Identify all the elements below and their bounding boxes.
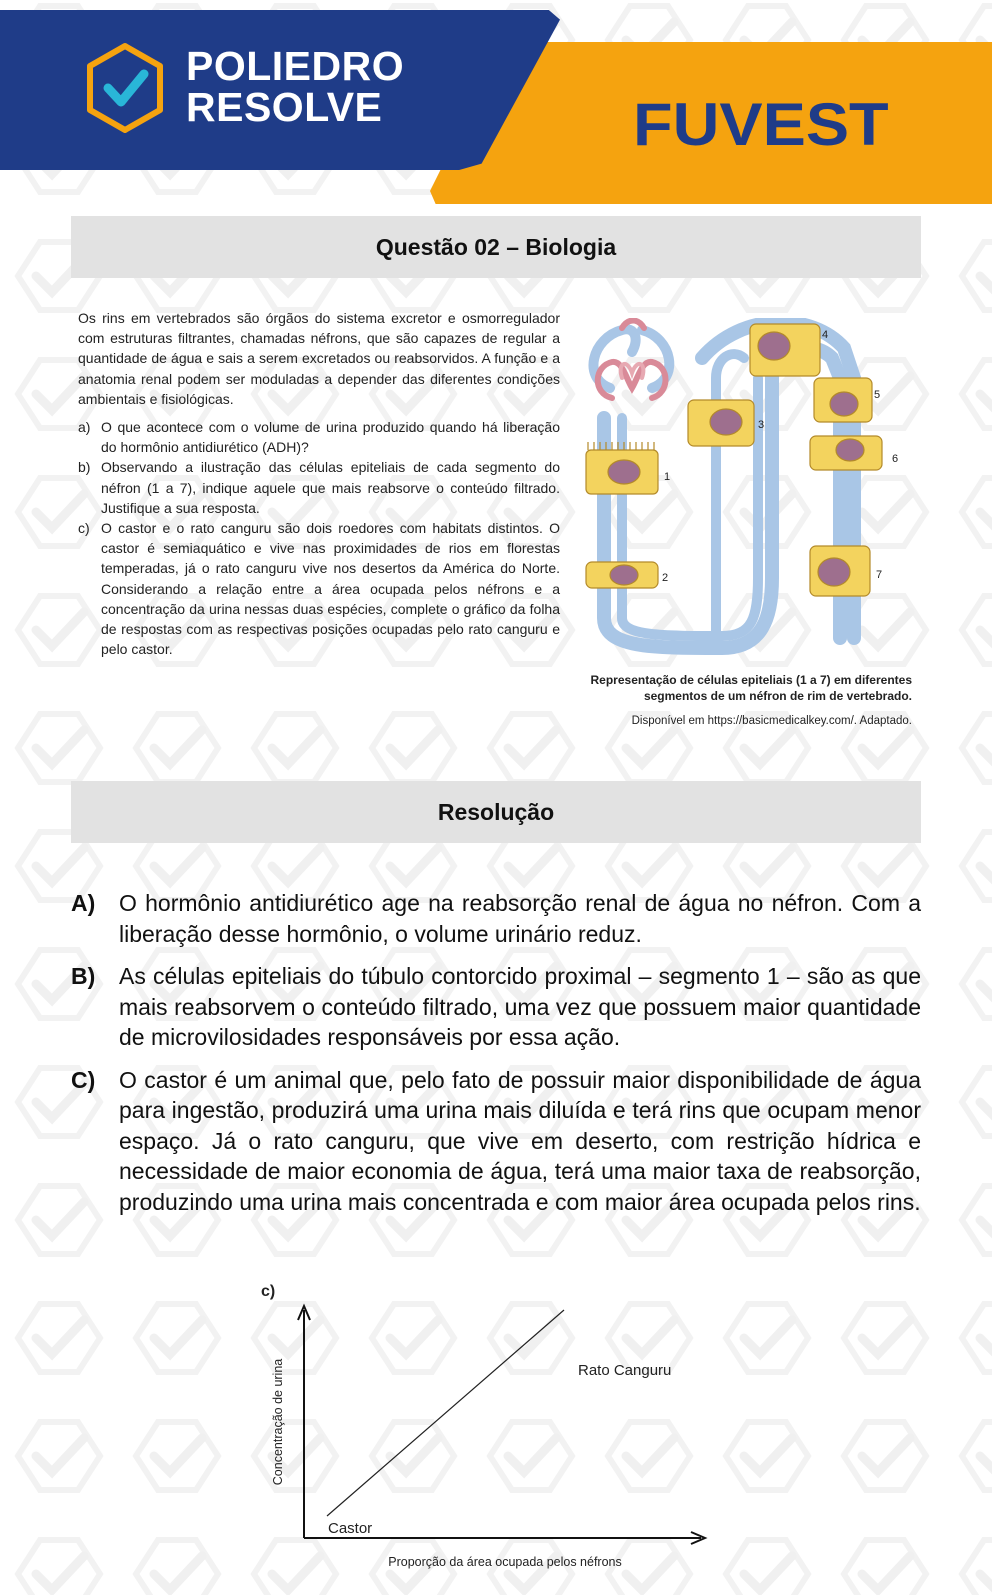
item-letter: b) bbox=[78, 459, 91, 476]
question-item-c bbox=[78, 518, 560, 659]
brand-line-2: RESOLVE bbox=[186, 84, 383, 130]
item-text: Observando a ilustração das células epiteliais de cada segmento do néfron (1 a 7), indique aquele que mais reabsorve o conteúdo filtrado. Justifique a sua resposta. bbox=[101, 459, 560, 516]
exam-name: FUVEST bbox=[633, 91, 889, 158]
segment-label-7: 7 bbox=[876, 569, 883, 581]
x-axis-label: Proporção da área ocupada pelos néfrons bbox=[388, 1555, 622, 1569]
y-axis-label: Concentração de urina bbox=[271, 1358, 285, 1486]
figure-caption bbox=[590, 672, 912, 704]
trend-line bbox=[327, 1310, 564, 1516]
resolution-title-bar bbox=[71, 781, 921, 843]
answer-letter: B) bbox=[71, 963, 96, 989]
item-text: O castor e o rato canguru são dois roedores com habitats distintos. O castor é semiaquático e vive nas proximidades de rios em florestas temperadas, já o rato canguru vive nos desertos da América do Norte. Considerando a relação entre a área ocupada pelos néfrons e a concentração da urina nessas duas espécies, complete o gráfico da folha de respostas com as respectivas posições ocupadas pelo rato canguru e pelo castor. bbox=[101, 520, 560, 658]
item-letter: a) bbox=[78, 419, 91, 436]
urine-concentration-chart bbox=[255, 1280, 725, 1580]
answer-letter: A) bbox=[71, 890, 96, 916]
resolution-answers bbox=[71, 888, 921, 1229]
answer-b bbox=[71, 961, 921, 1053]
annotation-castor: Castor bbox=[328, 1520, 373, 1537]
answer-text: O castor é um animal que, pelo fato de possuir maior disponibilidade de água para ingestão, produzirá uma urina mais diluída e terá rins que ocupam menor espaço. Já o rato canguru, que vive em deserto, com restrição hídrica e necessidade de maior economia de água, terá uma maior taxa de reabsorção, produzindo uma urina mais concentrada e com maior área ocupada pelos rins. bbox=[119, 1066, 921, 1215]
segment-label-4: 4 bbox=[822, 329, 829, 341]
brand-logo-text bbox=[186, 43, 405, 130]
answer-c bbox=[71, 1065, 921, 1218]
question-intro: Os rins em vertebrados são órgãos do sistema excretor e osmorregulador com estruturas filtrantes, chamadas néfrons, que são capazes de regular a quantidade de água e sais a serem excretados ou reabsorvidos. A função e a anatomia renal podem ser moduladas a depender das diferentes condições ambientais e fisiológicas. bbox=[78, 310, 560, 407]
segment-label-3: 3 bbox=[758, 419, 765, 431]
brand-line-1: POLIEDRO bbox=[186, 43, 405, 89]
question-item-a bbox=[78, 417, 560, 457]
check-badge-icon bbox=[80, 40, 170, 136]
item-text: O que acontece com o volume de urina produzido quando há liberação do hormônio antidiurético (ADH)? bbox=[101, 419, 560, 456]
caption-line-2: segmentos de um néfron de rim de vertebrado. bbox=[643, 689, 912, 703]
answer-a bbox=[71, 888, 921, 949]
answer-text: As células epiteliais do túbulo contorcido proximal – segmento 1 – são as que mais reabsorvem o conteúdo filtrado, uma vez que possuem maior quantidade de microvilosidades responsáveis por essa ação. bbox=[119, 963, 921, 1050]
question-title: Questão 02 – Biologia bbox=[375, 233, 617, 260]
answer-text: O hormônio antidiurético age na reabsorção renal de água no néfron. Com a liberação desse hormônio, o volume urinário reduz. bbox=[119, 890, 921, 947]
question-title-bar bbox=[71, 216, 921, 278]
resolution-title: Resolução bbox=[437, 798, 555, 825]
chart-panel-label: c) bbox=[261, 1283, 276, 1300]
question-item-b bbox=[78, 457, 560, 518]
caption-line-1: Representação de células epiteliais (1 a 7) em diferentes bbox=[590, 673, 912, 687]
nephron-illustration bbox=[582, 318, 912, 658]
segment-label-5: 5 bbox=[874, 389, 881, 401]
annotation-rato-canguru: Rato Canguru bbox=[578, 1362, 672, 1379]
question-statement bbox=[78, 308, 560, 659]
answer-letter: C) bbox=[71, 1066, 96, 1093]
segment-label-1: 1 bbox=[664, 471, 671, 483]
segment-label-6: 6 bbox=[892, 453, 899, 465]
item-letter: c) bbox=[78, 520, 90, 537]
figure-source: Disponível em https://basicmedicalkey.com/. Adaptado. bbox=[631, 715, 912, 727]
segment-label-2: 2 bbox=[662, 572, 669, 584]
